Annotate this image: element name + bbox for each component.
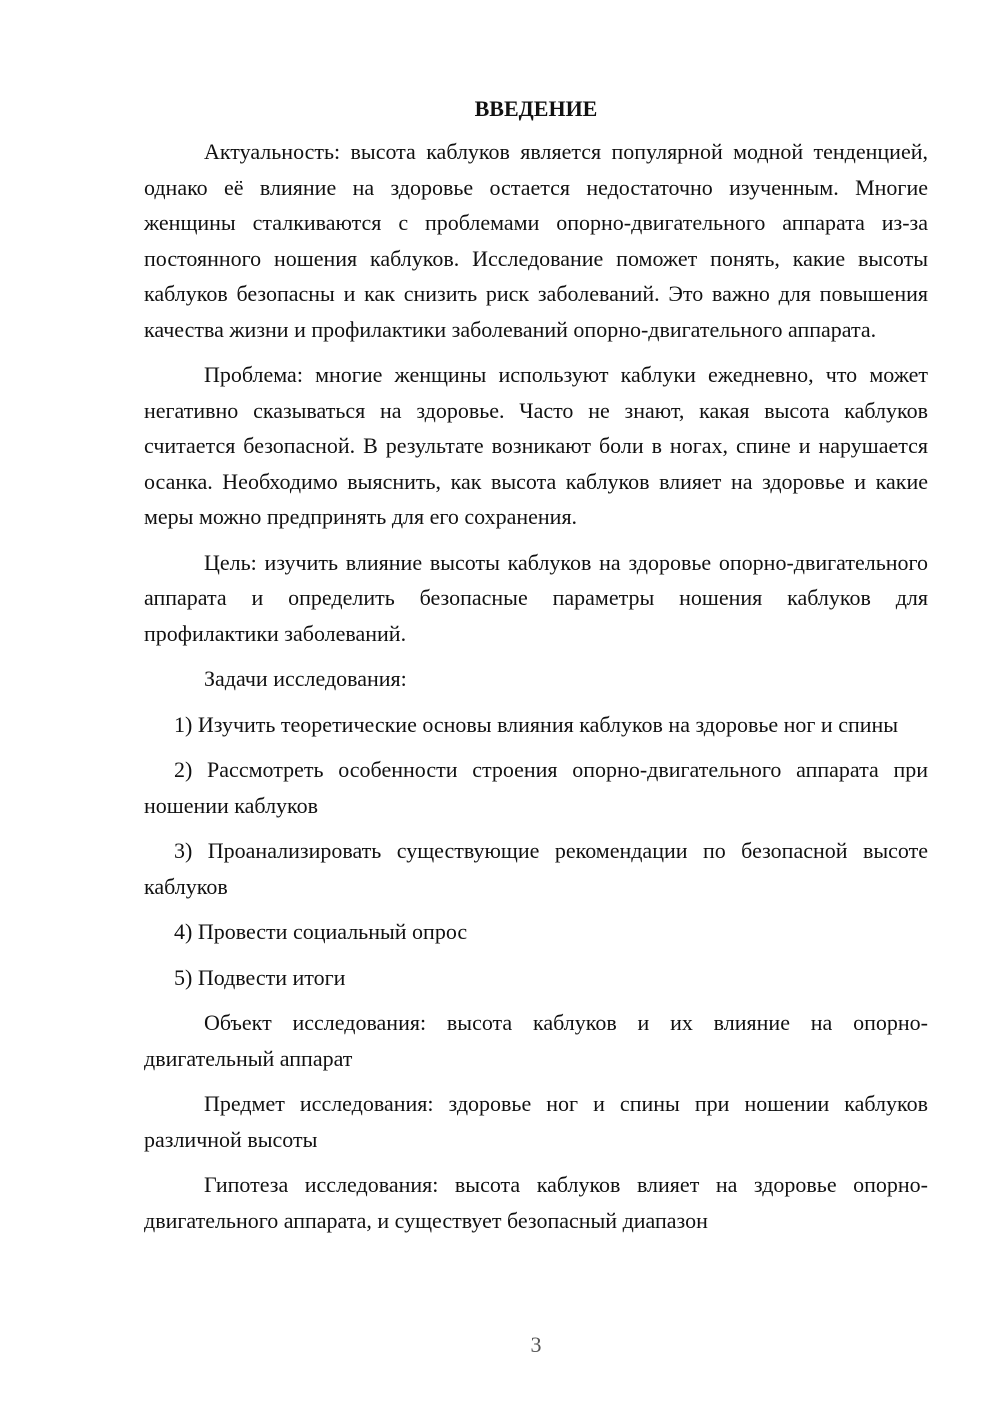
task-item-4: 4) Провести социальный опрос: [174, 919, 468, 944]
relevance-paragraph: Актуальность: высота каблуков является популярной модной тенденцией, однако её влияние на здоровье остается недостаточно изученным. Многие женщины сталкиваются с проблемами опорно-двигательного аппарата из-за постоянного ношения каблуков. Исследование поможет понять, какие высоты каблуков безопасны и как снизить риск заболеваний. Это важно для повышения качества жизни и профилактики заболеваний опорно-двигательного аппарата.: [144, 139, 928, 342]
problem-paragraph: Проблема: многие женщины используют каблуки ежедневно, что может негативно сказываться на здоровье. Часто не знают, какая высота каблуков считается безопасной. В результате возникают боли в ногах, спине и нарушается осанка. Необходимо выяснить, как высота каблуков влияет на здоровье и какие меры можно предпринять для его сохранения.: [144, 362, 928, 529]
tasks-heading: Задачи исследования:: [204, 666, 407, 691]
goal-paragraph: Цель: изучить влияние высоты каблуков на здоровье опорно-двигательного аппарата и определить безопасные параметры ношения каблуков для профилактики заболеваний.: [144, 549, 928, 646]
task-item-5: 5) Подвести итоги: [174, 964, 346, 990]
task-item-3: 3) Проанализировать существующие рекомендации по безопасной высоте каблуков: [144, 838, 928, 899]
hypothesis-paragraph: Гипотеза исследования: высота каблуков влияет на здоровье опорно-двигательного аппарата, и существует безопасный диапазон: [144, 1172, 928, 1233]
object-paragraph: Объект исследования: высота каблуков и их влияние на опорно-двигательный аппарат: [144, 1010, 928, 1071]
task-item-2: 2) Рассмотреть особенности строения опорно-двигательного аппарата при ношении каблуков: [144, 757, 928, 818]
subject-paragraph: Предмет исследования: здоровье ног и спины при ношении каблуков различной высоты: [144, 1091, 928, 1152]
page-content: [144, 94, 928, 1248]
page-number: 3: [530, 1332, 542, 1357]
page-title: ВВЕДЕНИЕ: [474, 96, 598, 121]
task-item-1: 1) Изучить теоретические основы влияния каблуков на здоровье ног и спины: [174, 711, 899, 737]
